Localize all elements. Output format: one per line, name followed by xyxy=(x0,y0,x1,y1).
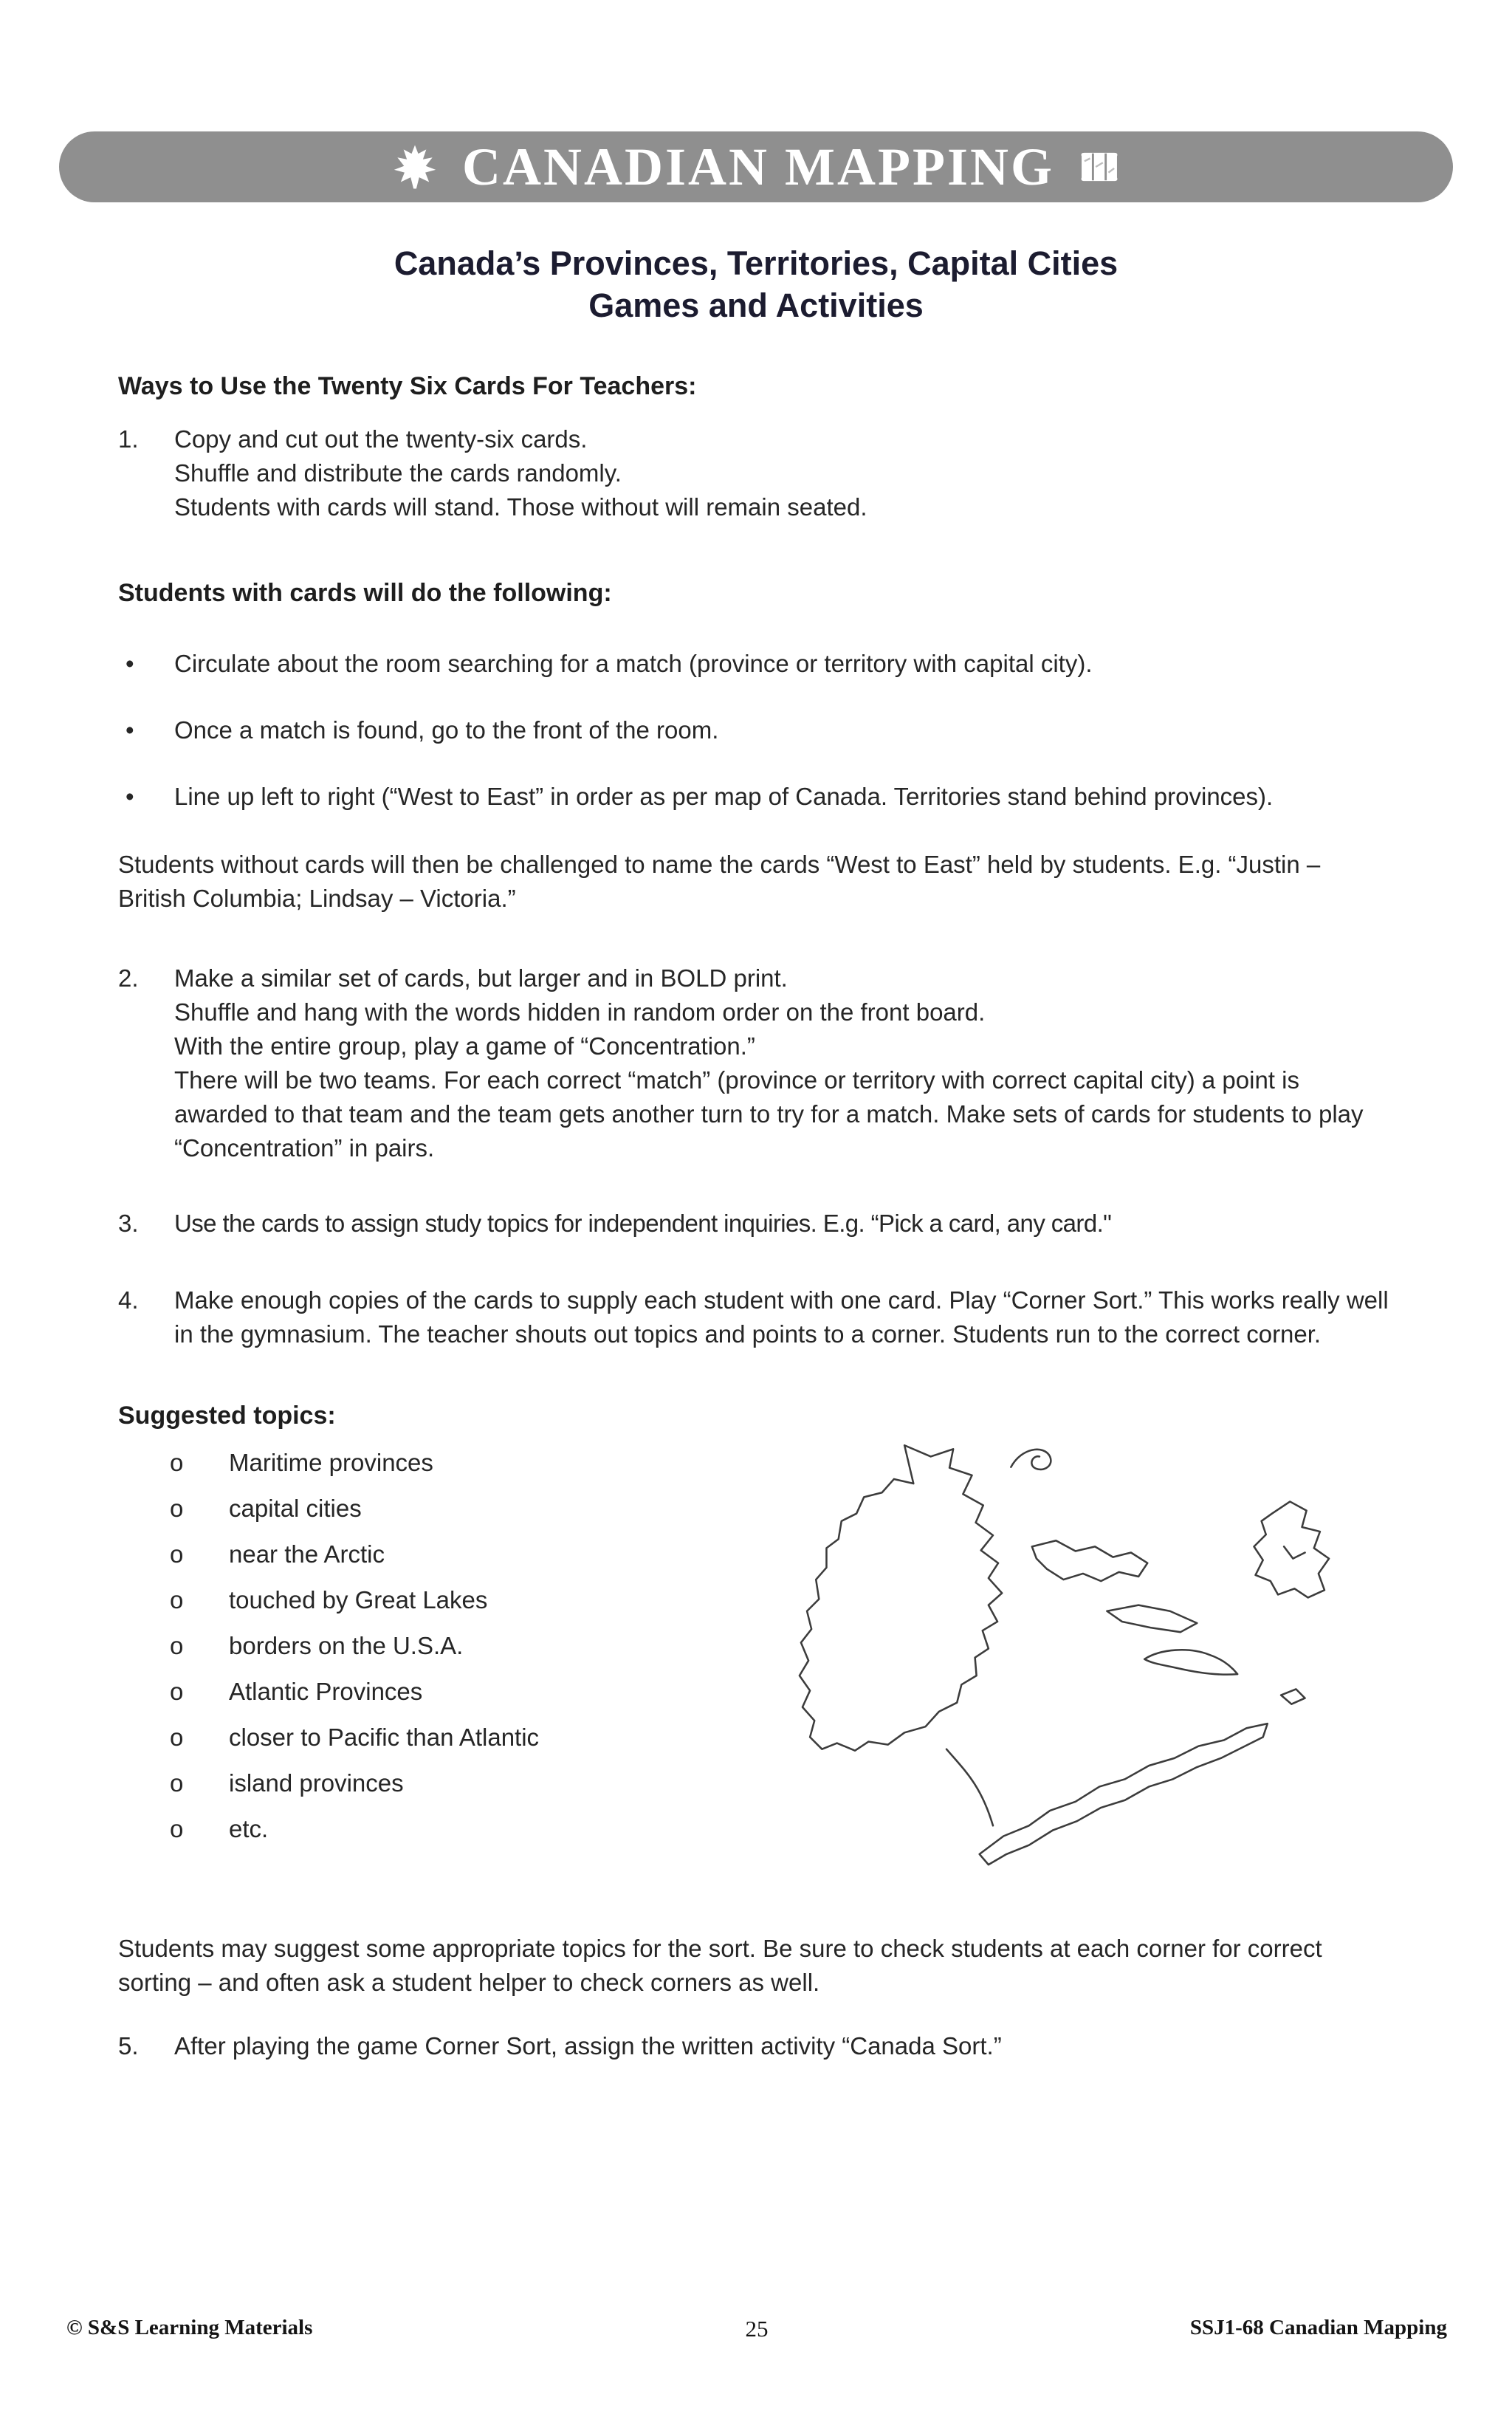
page-title-line1: Canada’s Provinces, Territories, Capital Cities xyxy=(394,244,1118,282)
paragraph-challenge: Students without cards will then be challenged to name the cards “West to East” held by students. E.g. “Justin – British Columbia; Lindsay – Victoria.” xyxy=(118,851,1321,912)
maple-leaf-icon xyxy=(391,143,439,191)
item-number: 3. xyxy=(118,1210,139,1237)
item-text: Use the cards to assign study topics for independent inquiries. E.g. “Pick a card, any card." xyxy=(174,1210,1112,1237)
page-title-line2: Games and Activities xyxy=(588,287,924,324)
heading-suggested-topics: Suggested topics: xyxy=(118,1402,336,1430)
topic-item xyxy=(118,1446,783,1480)
topic-item xyxy=(118,1537,783,1571)
item-1-body xyxy=(174,422,1394,524)
bullet-text: Circulate about the room searching for a match (province or territory with capital city). xyxy=(174,650,1093,677)
topics-section xyxy=(118,1444,1394,1907)
bullet-item xyxy=(118,647,1394,681)
item-number: 5. xyxy=(118,2032,139,2060)
item-line: Students with cards will stand. Those without will remain seated. xyxy=(174,493,867,521)
footer-document-id: SSJ1-68 Canadian Mapping xyxy=(1189,2316,1447,2339)
topic-label: borders on the U.S.A. xyxy=(229,1632,464,1659)
topic-marker: o xyxy=(170,1449,184,1476)
item-number: 4. xyxy=(118,1286,139,1314)
item-line: With the entire group, play a game of “Concentration.” xyxy=(174,1032,755,1060)
bullet-marker: • xyxy=(126,716,134,744)
numbered-item-5 xyxy=(118,2029,1394,2063)
topic-label: touched by Great Lakes xyxy=(229,1586,488,1613)
topic-item xyxy=(118,1629,783,1663)
topic-label: Atlantic Provinces xyxy=(229,1678,423,1705)
topic-label: near the Arctic xyxy=(229,1540,385,1568)
topic-marker: o xyxy=(170,1586,184,1613)
topic-label: etc. xyxy=(229,1815,269,1842)
topic-marker: o xyxy=(170,1540,184,1568)
numbered-item-2 xyxy=(118,961,1394,1165)
bullet-text: Line up left to right (“West to East” in order as per map of Canada. Territories stand behind provinces). xyxy=(174,783,1274,810)
topic-label: closer to Pacific than Atlantic xyxy=(229,1724,540,1751)
numbered-item-3 xyxy=(118,1207,1394,1241)
bullet-marker: • xyxy=(126,650,134,677)
topic-marker: o xyxy=(170,1769,184,1797)
banner-title: CANADIAN MAPPING xyxy=(462,137,1054,196)
bullet-item xyxy=(118,713,1394,747)
topic-marker: o xyxy=(170,1632,184,1659)
topic-marker: o xyxy=(170,1678,184,1705)
footer-copyright: © S&S Learning Materials xyxy=(66,2316,313,2339)
page-number: 25 xyxy=(745,2316,769,2342)
topic-label: Maritime provinces xyxy=(229,1449,433,1476)
bullet-marker: • xyxy=(126,783,134,810)
page-footer xyxy=(66,2316,1447,2340)
folded-map-icon xyxy=(1078,150,1121,184)
document-body xyxy=(0,369,1512,2063)
topic-item xyxy=(118,1812,783,1846)
numbered-item-4 xyxy=(118,1283,1394,1351)
bullet-text: Once a match is found, go to the front of the room. xyxy=(174,716,719,744)
topic-label: island provinces xyxy=(229,1769,404,1797)
topic-item xyxy=(118,1766,783,1800)
topic-marker: o xyxy=(170,1495,184,1522)
topics-list xyxy=(118,1444,783,1907)
item-line: Copy and cut out the twenty-six cards. xyxy=(174,425,588,453)
bullet-item xyxy=(118,780,1394,814)
topic-item xyxy=(118,1675,783,1709)
topic-marker: o xyxy=(170,1815,184,1842)
item-2-body xyxy=(174,961,1394,1165)
paragraph-suggest: Students may suggest some appropriate topics for the sort. Be sure to check students at each corner for correct sorting – and often ask a student helper to check corners as well. xyxy=(118,1935,1322,1996)
topic-item xyxy=(118,1492,783,1526)
item-line: Shuffle and distribute the cards randomly. xyxy=(174,459,622,487)
topic-label: capital cities xyxy=(229,1495,362,1522)
numbered-item-1 xyxy=(118,422,1394,524)
item-line: Make a similar set of cards, but larger and in BOLD print. xyxy=(174,964,788,992)
item-text: After playing the game Corner Sort, assign the written activity “Canada Sort.” xyxy=(174,2032,1002,2060)
heading-students-with-cards: Students with cards will do the following: xyxy=(118,579,612,607)
title-banner xyxy=(59,131,1453,202)
eastern-canada-map xyxy=(783,1434,1394,1907)
item-line: There will be two teams. For each correct “match” (province or territory with correct capital city) a point is awarded to that team and the team gets another turn to try for a match. Make sets of cards for students to play “Concentration” in pairs. xyxy=(174,1066,1364,1162)
item-number: 2. xyxy=(118,964,139,992)
topic-item xyxy=(118,1583,783,1617)
page-title xyxy=(0,242,1512,326)
topic-marker: o xyxy=(170,1724,184,1751)
heading-ways-to-use: Ways to Use the Twenty Six Cards For Teachers: xyxy=(118,372,697,400)
item-number: 1. xyxy=(118,425,139,453)
item-line: Shuffle and hang with the words hidden in random order on the front board. xyxy=(174,998,986,1026)
item-text: Make enough copies of the cards to supply each student with one card. Play “Corner Sort.” This works really well in the gymnasium. The teacher shouts out topics and points to a corner. Students run to the correct corner. xyxy=(174,1286,1389,1348)
topic-item xyxy=(118,1721,783,1755)
